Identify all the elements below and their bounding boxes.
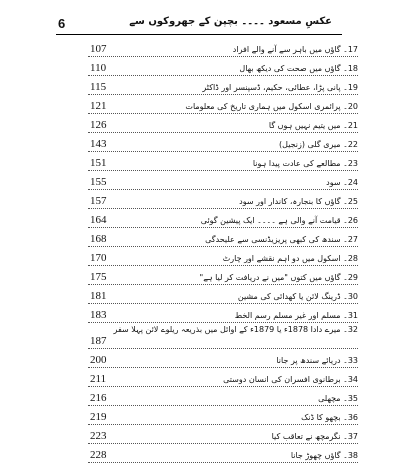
toc-title: 32۔ میرے دادا 1878ء یا 1879ء کے اوائل میں بذریعہ ریلوے لائن پہلا سفر [113, 325, 358, 334]
toc-entry [88, 406, 358, 425]
toc-page-number: 216 [90, 392, 107, 404]
toc-title: 18۔ گاؤں میں صحت کی دیکھ بھال [239, 64, 358, 73]
toc-entry [88, 247, 358, 266]
toc-entry [88, 228, 358, 247]
toc-entry [88, 387, 358, 406]
toc-page-number: 183 [90, 309, 107, 321]
toc-entry [88, 323, 358, 349]
toc-title: 24۔ سود [326, 178, 358, 187]
toc-page-number: 228 [90, 449, 107, 461]
toc-title: 22۔ میری گلی (زنجیل) [279, 140, 358, 149]
toc-title: 33۔ دریائے سندھ پر جانا [276, 356, 358, 365]
toc-title: 34۔ برطانوی افسران کی انسان دوستی [223, 375, 358, 384]
table-of-contents [88, 38, 358, 463]
toc-page-number: 181 [90, 290, 107, 302]
toc-page-number: 175 [90, 271, 107, 283]
toc-page-number: 151 [90, 157, 107, 169]
toc-title: 17۔ گاؤں میں باہر سے آنے والے افراد [232, 45, 358, 54]
toc-title: 27۔ سندھ کی کبھی پریزیڈنسی سے علیحدگی [205, 235, 358, 244]
toc-page-number: 219 [90, 411, 107, 423]
toc-page-number: 157 [90, 195, 107, 207]
toc-entry [88, 114, 358, 133]
toc-title: 38۔ گاؤں چھوڑ جانا [290, 451, 358, 460]
toc-page-number: 168 [90, 233, 107, 245]
toc-entry [88, 76, 358, 95]
toc-entry [88, 152, 358, 171]
toc-page-number: 155 [90, 176, 107, 188]
toc-page-number: 223 [90, 430, 107, 442]
toc-title: 28۔ اسکول میں دو اہم نقشے اور چارٹ [222, 254, 358, 263]
toc-title: 37۔ نگرمچھ نے تعاقب کیا [271, 432, 358, 441]
toc-page-number: 115 [90, 81, 107, 93]
toc-page-number: 110 [90, 62, 107, 74]
toc-title: 26۔ قیامت آنے والی ہے ۔۔۔۔ ایک پیشین گوئی [200, 216, 358, 225]
toc-entry [88, 38, 358, 57]
toc-title: 21۔ میں یتیم نہیں ہوں گا [268, 121, 358, 130]
toc-entry [88, 349, 358, 368]
toc-entry [88, 304, 358, 323]
page-number: 6 [58, 16, 66, 31]
toc-page-number: 164 [90, 214, 107, 226]
running-head: عکسِ مسعود ۔۔۔۔ بچپن کے جھروکوں سے [129, 16, 332, 27]
toc-title: 19۔ پانی پڑا، عطائی، حکیم، ڈسپنسر اور ڈاکٹر [202, 83, 358, 92]
toc-entry [88, 285, 358, 304]
toc-title: 20۔ پرائمری اسکول میں ہماری تاریخ کی معلومات [185, 102, 358, 111]
toc-entry [88, 266, 358, 285]
toc-entry [88, 95, 358, 114]
toc-page-number: 200 [90, 354, 107, 366]
toc-page-number: 143 [90, 138, 107, 150]
toc-page-number: 170 [90, 252, 107, 264]
toc-entry [88, 190, 358, 209]
toc-entry [88, 368, 358, 387]
toc-title: 25۔ گاؤں کا بنجارہ، کاندار اور سود [239, 197, 358, 206]
toc-page-number: 107 [90, 43, 107, 55]
toc-entry [88, 171, 358, 190]
toc-title: 35۔ مچھلی [318, 394, 358, 403]
toc-page-number: 211 [90, 373, 107, 385]
toc-title: 36۔ بچھو کا ڈنک [301, 413, 358, 422]
toc-page-number: 121 [90, 100, 107, 112]
toc-entry [88, 209, 358, 228]
toc-entry [88, 57, 358, 76]
toc-entry [88, 444, 358, 463]
toc-entry [88, 133, 358, 152]
toc-title: 31۔ مسلم اور غیر مسلم رسم الخط [234, 311, 358, 320]
toc-title: 30۔ ڈرینگ لائن یا کھدائی کی مشین [237, 292, 358, 301]
toc-title: 23۔ مطالعے کی عادت پیدا ہونا [252, 159, 358, 168]
toc-title: 29۔ گاؤں میں کتوں "میں نے دریافت کر لیا ہے" [199, 273, 358, 282]
toc-page-number: 126 [90, 119, 107, 131]
toc-page-number: 187 [90, 335, 107, 347]
header-rule [56, 34, 342, 35]
toc-entry [88, 425, 358, 444]
